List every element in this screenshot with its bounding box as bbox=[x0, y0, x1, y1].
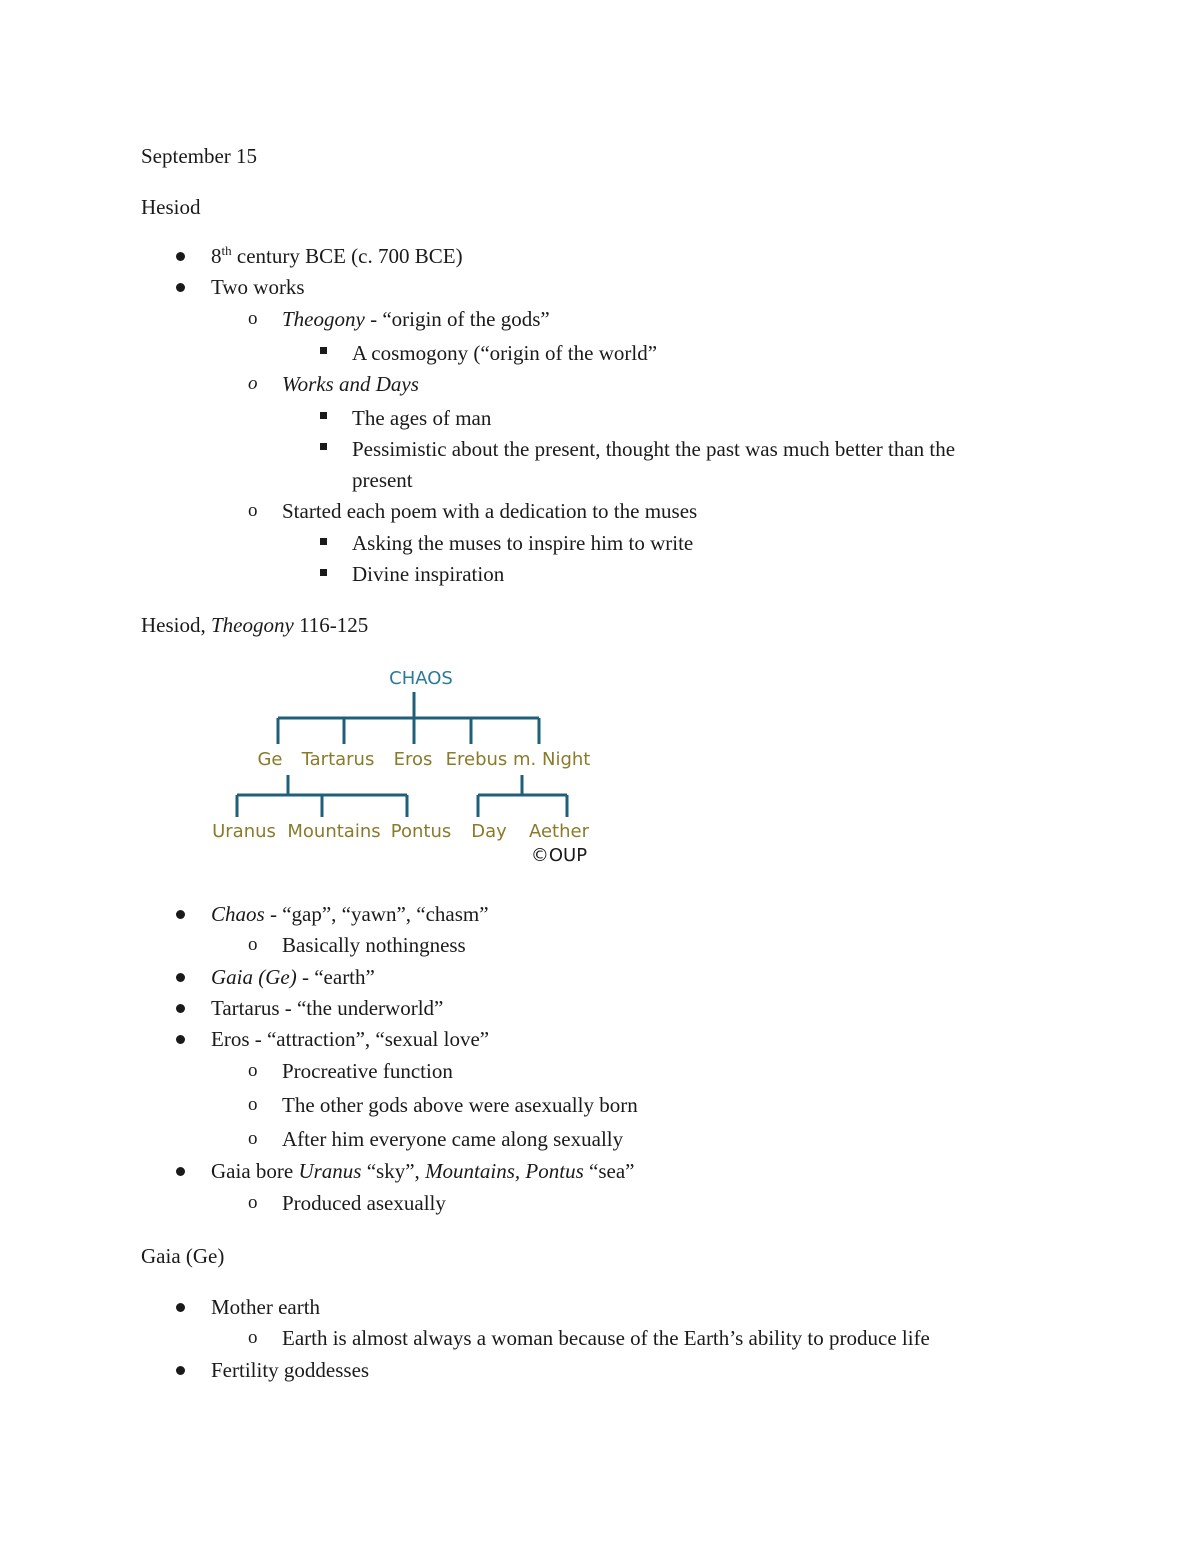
list-item-mother-earth: Mother earth bbox=[211, 1295, 321, 1319]
list-item-after-him: After him everyone came along sexually bbox=[282, 1127, 624, 1151]
bullet-circle-icon: o bbox=[248, 308, 258, 329]
list-item-produced: Produced asexually bbox=[282, 1191, 446, 1215]
tree-node-tartarus: Tartarus bbox=[301, 749, 375, 770]
list-item-procreative: Procreative function bbox=[282, 1059, 453, 1083]
bullet-circle-icon: o bbox=[248, 500, 258, 521]
bullet-dot-icon bbox=[176, 1303, 185, 1312]
tree-copyright: ©OUP bbox=[530, 845, 588, 866]
list-item-two-works: Two works bbox=[211, 275, 305, 299]
tree-node-ge: Ge bbox=[257, 749, 283, 770]
list-item-nothingness: Basically nothingness bbox=[282, 933, 466, 957]
bullet-square-icon bbox=[320, 443, 327, 450]
list-item-ages: The ages of man bbox=[352, 406, 492, 430]
bullet-circle-icon: o bbox=[248, 934, 258, 955]
bullet-circle-icon: o bbox=[248, 373, 258, 394]
list-item-century: 8th century BCE (c. 700 BCE) bbox=[211, 243, 463, 268]
list-item-tartarus: Tartarus - “the underworld” bbox=[211, 996, 444, 1020]
bullet-dot-icon bbox=[176, 1167, 185, 1176]
gaia-heading: Gaia (Ge) bbox=[141, 1244, 225, 1268]
list-item-gaia: Gaia (Ge) - “earth” bbox=[211, 965, 375, 989]
tree-node-pontus: Pontus bbox=[390, 821, 452, 842]
bullet-square-icon bbox=[320, 538, 327, 545]
bullet-circle-icon: o bbox=[248, 1094, 258, 1115]
bullet-circle-icon: o bbox=[248, 1192, 258, 1213]
list-item-other-gods: The other gods above were asexually born bbox=[282, 1093, 638, 1117]
list-item-asking-muses: Asking the muses to inspire him to write bbox=[352, 531, 694, 555]
genealogy-tree bbox=[200, 655, 620, 875]
list-item-cosmogony: A cosmogony (“origin of the world” bbox=[352, 341, 658, 365]
bullet-square-icon bbox=[320, 347, 327, 354]
tree-node-mountains: Mountains bbox=[287, 821, 381, 842]
list-item-works-days: Works and Days bbox=[282, 372, 419, 396]
bullet-dot-icon bbox=[176, 1004, 185, 1013]
theogony-heading: Hesiod, Theogony 116-125 bbox=[141, 613, 369, 637]
tree-node-eros: Eros bbox=[393, 749, 433, 770]
bullet-dot-icon bbox=[176, 1366, 185, 1375]
bullet-dot-icon bbox=[176, 910, 185, 919]
list-item-theogony: Theogony - “origin of the gods” bbox=[282, 307, 550, 331]
list-item-fertility: Fertility goddesses bbox=[211, 1358, 370, 1382]
bullet-square-icon bbox=[320, 569, 327, 576]
list-item-chaos: Chaos - “gap”, “yawn”, “chasm” bbox=[211, 902, 489, 926]
tree-node-day: Day bbox=[471, 821, 507, 842]
tree-node-uranus: Uranus bbox=[212, 821, 276, 842]
bullet-dot-icon bbox=[176, 973, 185, 982]
list-item-pessimistic: Pessimistic about the present, thought the past was much better than the bbox=[352, 437, 956, 461]
list-item-pessimistic-cont: present bbox=[352, 468, 413, 492]
bullet-circle-icon: o bbox=[248, 1128, 258, 1149]
list-item-gaia-bore: Gaia bore Uranus “sky”, Mountains, Pontus “sea” bbox=[211, 1159, 635, 1183]
list-item-started-each: Started each poem with a dedication to the muses bbox=[282, 499, 698, 523]
tree-root-chaos: CHAOS bbox=[389, 668, 453, 689]
bullet-dot-icon bbox=[176, 283, 185, 292]
bullet-square-icon bbox=[320, 412, 327, 419]
list-item-earth-woman: Earth is almost always a woman because of the Earth’s ability to produce life bbox=[282, 1326, 930, 1350]
date-heading: September 15 bbox=[141, 144, 258, 168]
hesiod-heading: Hesiod bbox=[141, 195, 201, 219]
tree-node-erebus-night: Erebus m. Night bbox=[445, 749, 591, 770]
bullet-circle-icon: o bbox=[248, 1060, 258, 1081]
bullet-dot-icon bbox=[176, 252, 185, 261]
tree-node-aether: Aether bbox=[528, 821, 590, 842]
list-item-eros: Eros - “attraction”, “sexual love” bbox=[211, 1027, 490, 1051]
bullet-dot-icon bbox=[176, 1035, 185, 1044]
bullet-circle-icon: o bbox=[248, 1327, 258, 1348]
list-item-divine: Divine inspiration bbox=[352, 562, 505, 586]
